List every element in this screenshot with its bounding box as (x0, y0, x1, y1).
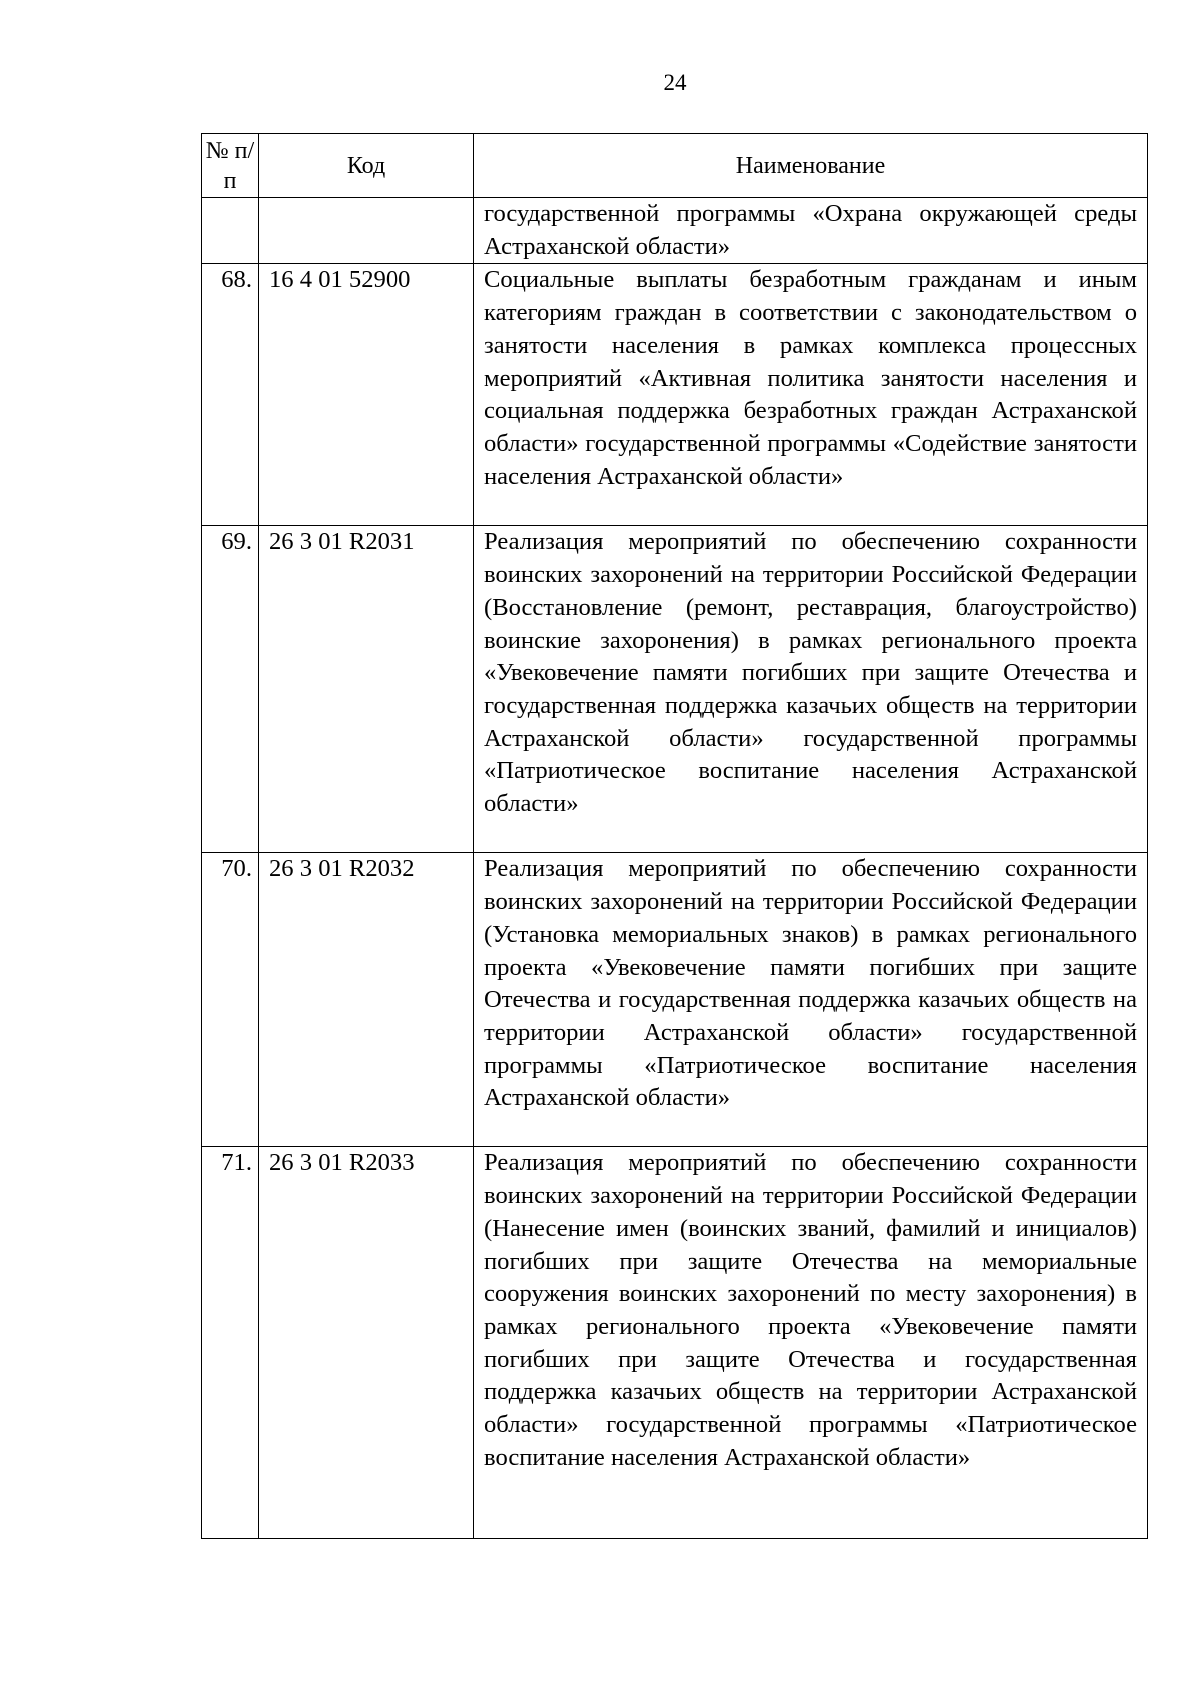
row-num: 69. (202, 526, 259, 853)
row-code: 26 3 01 R2032 (259, 853, 474, 1147)
row-name: Социальные выплаты безработным гражданам и иным категориям граждан в соответствии с законодательством о занятости населения в рамках комплекса процессных мероприятий «Активная политика занятости населения и социальная поддержка безработных граждан Астраханской области» государственной программы «Содействие занятости населения Астраханской области» (474, 264, 1148, 526)
table-body (202, 198, 1148, 1539)
header-num: № п/п (202, 134, 259, 198)
table-row (202, 264, 1148, 526)
row-num: 71. (202, 1147, 259, 1539)
row-name: Реализация мероприятий по обеспечению сохранности воинских захоронений на территории Российской Федерации (Установка мемориальных знаков) в рамках регионального проекта «Увековечение памяти погибших при защите Отечества и государственная поддержка казачьих обществ на территории Астраханской области» государственной программы «Патриотическое воспитание населения Астраханской области» (474, 853, 1148, 1147)
row-name: государственной программы «Охрана окружающей среды Астраханской области» (474, 198, 1148, 264)
budget-code-table (201, 133, 1148, 1539)
table-row (202, 526, 1148, 853)
table-row (202, 853, 1148, 1147)
header-code: Код (259, 134, 474, 198)
header-name: Наименование (474, 134, 1148, 198)
row-code: 26 3 01 R2031 (259, 526, 474, 853)
row-num: 68. (202, 264, 259, 526)
row-name: Реализация мероприятий по обеспечению сохранности воинских захоронений на территории Российской Федерации (Восстановление (ремонт, реставрация, благоустройство) воинские захоронения) в рамках регионального проекта «Увековечение памяти погибших при защите Отечества и государственная поддержка казачьих обществ на территории Астраханской области» государственной программы «Патриотическое воспитание населения Астраханской области» (474, 526, 1148, 853)
row-code: 26 3 01 R2033 (259, 1147, 474, 1539)
page-number: 24 (663, 70, 687, 95)
row-code (259, 198, 474, 264)
table-header-row (202, 134, 1148, 198)
table-row (202, 198, 1148, 264)
row-code: 16 4 01 52900 (259, 264, 474, 526)
table-row (202, 1147, 1148, 1539)
row-num: 70. (202, 853, 259, 1147)
row-name: Реализация мероприятий по обеспечению сохранности воинских захоронений на территории Российской Федерации (Нанесение имен (воинских званий, фамилий и инициалов) погибших при защите Отечества на мемориальные сооружения воинских захоронений по месту захоронения) в рамках регионального проекта «Увековечение памяти погибших при защите Отечества и государственная поддержка казачьих обществ на территории Астраханской области» государственной программы «Патриотическое воспитание населения Астраханской области» (474, 1147, 1148, 1539)
table-header (202, 134, 1148, 198)
row-num (202, 198, 259, 264)
